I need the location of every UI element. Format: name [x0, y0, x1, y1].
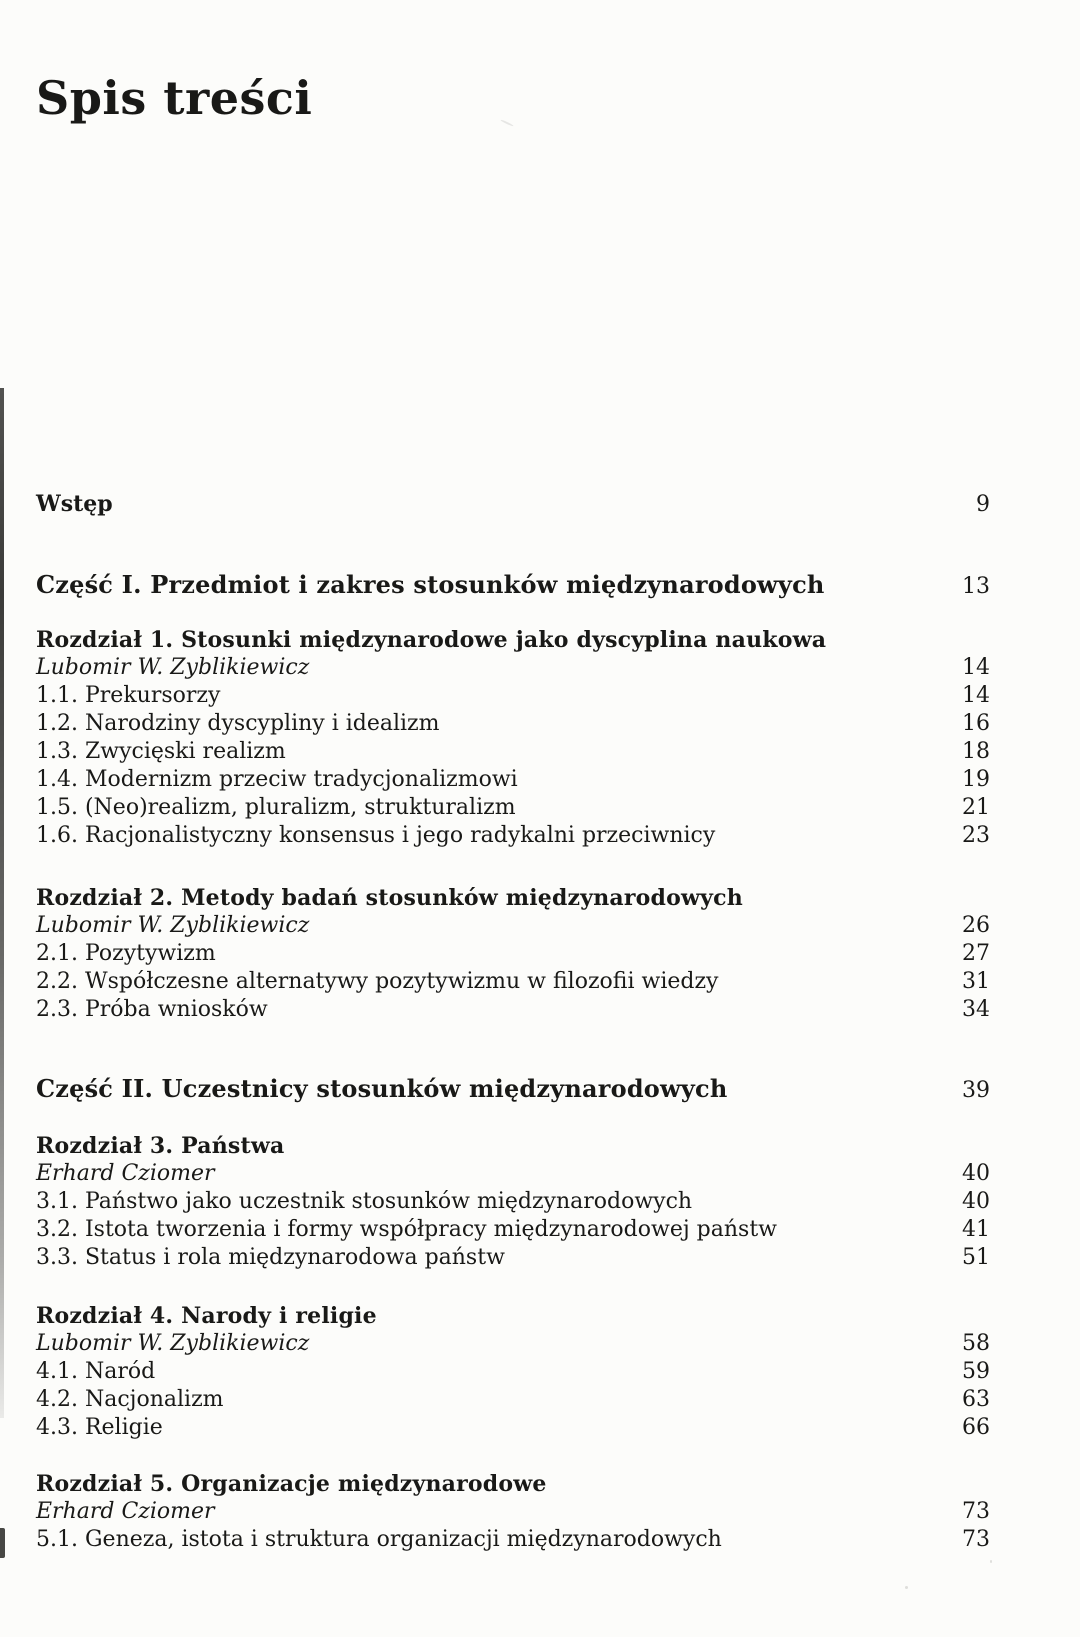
entry-page: 73 — [962, 1499, 990, 1524]
section-label: 2.3. Próba wniosków — [36, 997, 268, 1022]
section-row — [36, 766, 990, 794]
author-name: Erhard Cziomer — [36, 1499, 215, 1524]
chapter-title: Rozdział 5. Organizacje międzynarodowe — [36, 1471, 547, 1497]
section-row — [36, 1358, 990, 1386]
section-row — [36, 1386, 990, 1414]
chapter-title: Rozdział 3. Państwa — [36, 1133, 285, 1159]
entry-page: 59 — [962, 1359, 990, 1384]
chapter-heading-row — [36, 884, 990, 912]
section-row — [36, 1244, 990, 1272]
section-label: 1.4. Modernizm przeciw tradycjonalizmowi — [36, 767, 518, 792]
section-row — [36, 794, 990, 822]
section-row — [36, 682, 990, 710]
entry-page: 21 — [962, 795, 990, 820]
author-name: Lubomir W. Zyblikiewicz — [36, 913, 310, 938]
section-label: 2.2. Współczesne alternatywy pozytywizmu w filozofii wiedzy — [36, 969, 719, 994]
entry-page: 40 — [962, 1189, 990, 1214]
section-row — [36, 996, 990, 1024]
entry-page: 14 — [962, 655, 990, 680]
entry-page: 9 — [976, 492, 990, 517]
entry-page: 13 — [962, 574, 990, 599]
toc-content — [36, 0, 990, 1554]
part-label: Część II. Uczestnicy stosunków międzynarodowych — [36, 1074, 728, 1103]
section-label: 1.6. Racjonalistyczny konsensus i jego radykalni przeciwnicy — [36, 823, 716, 848]
entry-page: 66 — [962, 1415, 990, 1440]
section-label: 4.1. Naród — [36, 1359, 156, 1384]
entry-page: 63 — [962, 1387, 990, 1412]
entry-page: 58 — [962, 1331, 990, 1356]
scan-speck — [990, 1560, 992, 1563]
entry-label: Wstęp — [36, 491, 113, 517]
entry-page: 39 — [962, 1078, 990, 1103]
author-row — [36, 912, 990, 940]
section-label: 1.3. Zwycięski realizm — [36, 739, 286, 764]
chapter-title: Rozdział 1. Stosunki międzynarodowe jako dyscyplina naukowa — [36, 627, 827, 653]
author-row — [36, 1160, 990, 1188]
entry-page: 31 — [962, 969, 990, 994]
entry-page: 27 — [962, 941, 990, 966]
section-label: 3.1. Państwo jako uczestnik stosunków międzynarodowych — [36, 1189, 693, 1214]
author-row — [36, 654, 990, 682]
section-label: 3.3. Status i rola międzynarodowa państw — [36, 1245, 505, 1270]
part-heading — [36, 570, 990, 600]
author-name: Erhard Cziomer — [36, 1161, 215, 1186]
section-label: 3.2. Istota tworzenia i formy współpracy międzynarodowej państw — [36, 1217, 777, 1242]
page-title: Spis treści — [36, 71, 313, 125]
entry-page: 16 — [962, 711, 990, 736]
part-label: Część I. Przedmiot i zakres stosunków międzynarodowych — [36, 570, 825, 599]
entry-page: 23 — [962, 823, 990, 848]
entry-page: 73 — [962, 1527, 990, 1552]
section-row — [36, 738, 990, 766]
part-heading — [36, 1074, 990, 1104]
section-row — [36, 1188, 990, 1216]
section-row — [36, 1414, 990, 1442]
chapter-heading-row — [36, 1302, 990, 1330]
section-row — [36, 822, 990, 850]
scan-speck — [905, 1586, 908, 1589]
entry-page: 51 — [962, 1245, 990, 1270]
chapter-heading-row — [36, 626, 990, 654]
section-label: 5.1. Geneza, istota i struktura organizacji międzynarodowych — [36, 1527, 722, 1552]
section-row — [36, 940, 990, 968]
entry-page: 19 — [962, 767, 990, 792]
author-row — [36, 1330, 990, 1358]
section-row — [36, 1526, 990, 1554]
section-label: 1.2. Narodziny dyscypliny i idealizm — [36, 711, 440, 736]
section-label: 1.5. (Neo)realizm, pluralizm, strukturalizm — [36, 795, 516, 820]
entry-page: 40 — [962, 1161, 990, 1186]
entry-page: 41 — [962, 1217, 990, 1242]
section-label: 4.2. Nacjonalizm — [36, 1387, 224, 1412]
section-label: 2.1. Pozytywizm — [36, 941, 216, 966]
toc-entry-intro — [36, 490, 990, 518]
entry-page: 18 — [962, 739, 990, 764]
author-name: Lubomir W. Zyblikiewicz — [36, 1331, 310, 1356]
scan-edge-artifact — [0, 388, 4, 1418]
entry-page: 26 — [962, 913, 990, 938]
section-row — [36, 710, 990, 738]
scan-blot-artifact — [0, 1528, 5, 1558]
section-label: 1.1. Prekursorzy — [36, 683, 221, 708]
chapter-heading-row — [36, 1470, 990, 1498]
author-name: Lubomir W. Zyblikiewicz — [36, 655, 310, 680]
entry-page: 14 — [962, 683, 990, 708]
section-label: 4.3. Religie — [36, 1415, 163, 1440]
chapter-heading-row — [36, 1132, 990, 1160]
author-row — [36, 1498, 990, 1526]
section-row — [36, 1216, 990, 1244]
section-row — [36, 968, 990, 996]
entry-page: 34 — [962, 997, 990, 1022]
chapter-title: Rozdział 2. Metody badań stosunków międzynarodowych — [36, 885, 743, 911]
chapter-title: Rozdział 4. Narody i religie — [36, 1303, 377, 1329]
